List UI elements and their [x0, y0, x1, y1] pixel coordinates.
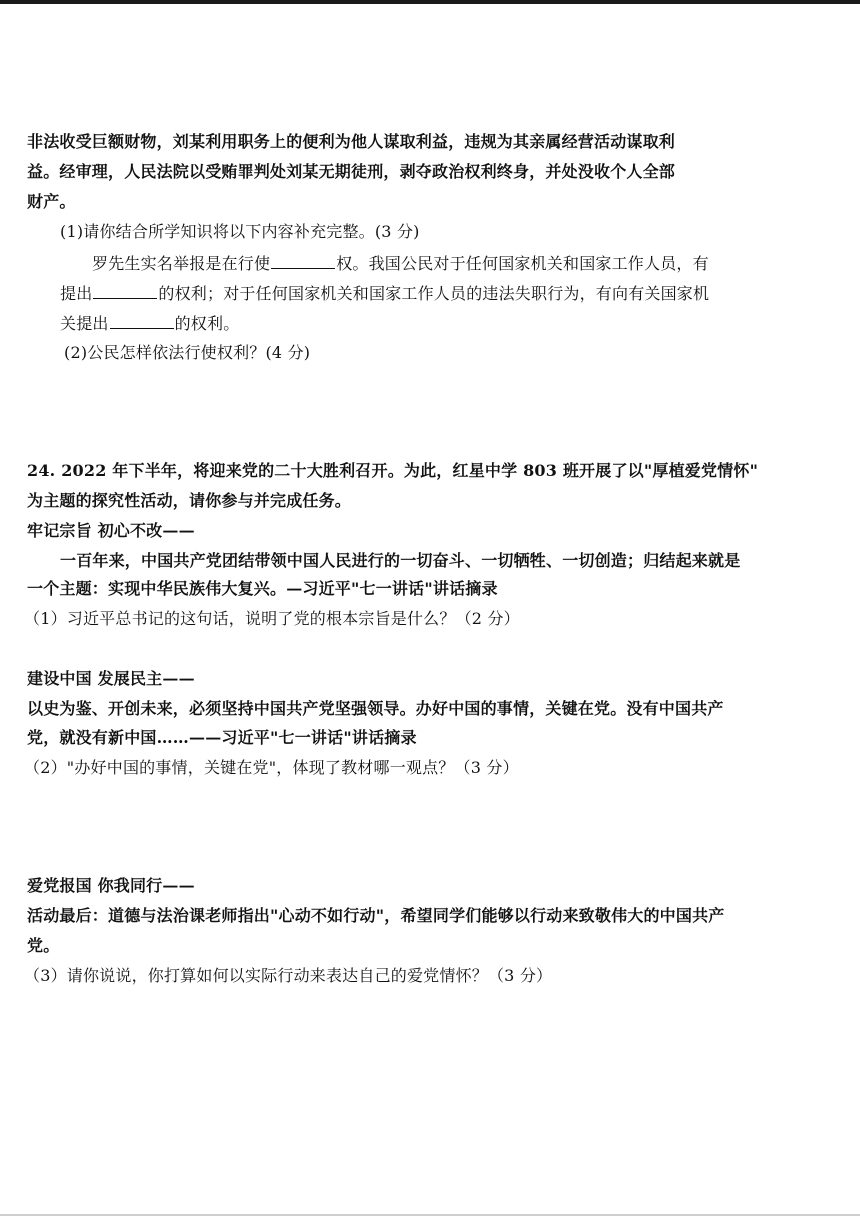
s3-question: （3）请你说说，你打算如何以实际行动来表达自己的爱党情怀？（3 分）	[24, 966, 553, 985]
s2-question: （2）"办好中国的事情，关键在党"，体现了教材哪一观点？（3 分）	[24, 758, 519, 777]
answer-blank[interactable]	[93, 284, 157, 299]
q24-intro-line-1: 24. 2022 年下半年，将迎来党的二十大胜利召开。为此，红星中学 803 班开展了以"厚植爱党情怀"	[27, 461, 759, 480]
section-heading-2: 建设中国 发展民主——	[27, 669, 195, 688]
q23-paragraph-line-3: 财产。	[27, 192, 76, 211]
q23-subquestion-2: (2)公民怎样依法行使权利？(4 分)	[64, 343, 311, 362]
answer-blank[interactable]	[271, 254, 335, 269]
q23-fill-line-2	[60, 283, 709, 305]
s3-text-line-1: 活动最后：道德与法治课老师指出"心动不如行动"，希望同学们能够以行动来致敬伟大的中国共产	[27, 906, 725, 925]
s1-quote-line-1: 一百年来，中国共产党团结带领中国人民进行的一切奋斗、一切牺牲、一切创造；归结起来就是	[60, 551, 741, 570]
q23-subquestion-1: (1)请你结合所学知识将以下内容补充完整。(3 分)	[60, 222, 420, 241]
section-heading-3: 爱党报国 你我同行——	[27, 876, 195, 895]
s1-question: （1）习近平总书记的这句话，说明了党的根本宗旨是什么？（2 分）	[24, 609, 520, 628]
q23-fill-line-1	[92, 253, 709, 275]
answer-blank[interactable]	[110, 314, 174, 329]
fill-text: 的权利。	[174, 314, 240, 333]
section-heading-1: 牢记宗旨 初心不改——	[27, 521, 195, 540]
q24-intro-line-2: 为主题的探究性活动，请你参与并完成任务。	[27, 491, 352, 510]
s1-quote-line-2: 一个主题：实现中华民族伟大复兴。—习近平"七一讲话"讲话摘录	[27, 579, 498, 598]
fill-text: 关提出	[60, 314, 109, 333]
fill-text: 权。我国公民对于任何国家机关和国家工作人员，有	[336, 254, 709, 273]
s2-text-line-2: 党，就没有新中国……——习近平"七一讲话"讲话摘录	[27, 728, 417, 747]
s3-text-line-2: 党。	[27, 936, 60, 955]
fill-text: 的权利；对于任何国家机关和国家工作人员的违法失职行为，有向有关国家机	[158, 284, 710, 303]
q23-paragraph-line-2: 益。经审理，人民法院以受贿罪判处刘某无期徒刑，剥夺政治权利终身，并处没收个人全部	[27, 162, 676, 181]
fill-text: 罗先生实名举报是在行使	[92, 254, 271, 273]
s2-text-line-1: 以史为鉴、开创未来，必须坚持中国共产党坚强领导。办好中国的事情，关键在党。没有中国共产	[27, 699, 724, 718]
fill-text: 提出	[60, 284, 93, 303]
top-border-rule	[0, 0, 860, 4]
q23-fill-line-3	[60, 313, 239, 335]
q23-paragraph-line-1: 非法收受巨额财物，刘某利用职务上的便利为他人谋取利益，违规为其亲属经营活动谋取利	[27, 132, 676, 151]
